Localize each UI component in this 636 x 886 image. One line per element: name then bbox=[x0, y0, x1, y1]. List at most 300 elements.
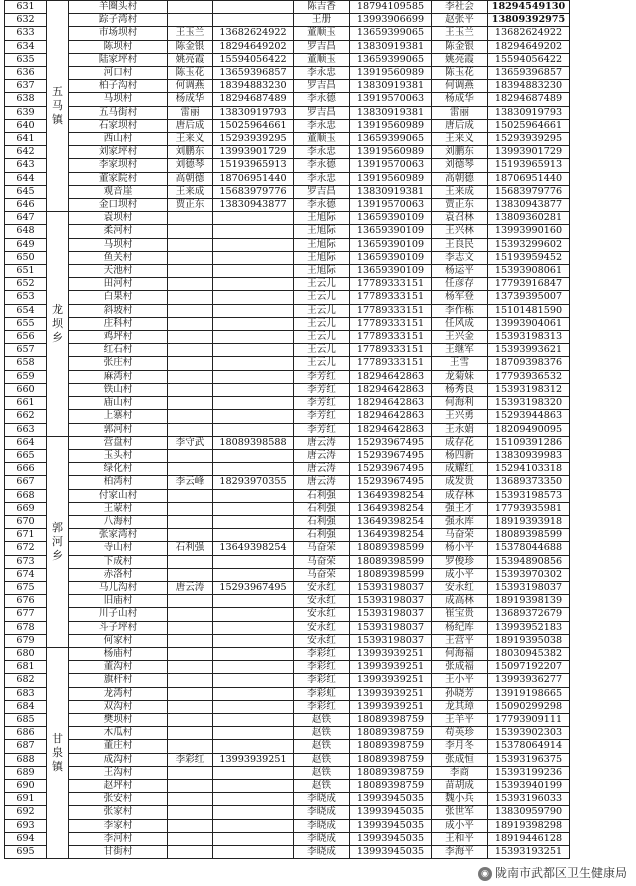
town-lead-name bbox=[168, 1, 213, 14]
table-row bbox=[5, 106, 570, 119]
village-lead-phone: 15394890856 bbox=[488, 555, 570, 568]
town-lead-phone bbox=[213, 370, 294, 383]
table-row bbox=[5, 199, 570, 212]
town-lead-name bbox=[168, 502, 213, 515]
town-lead-name bbox=[168, 489, 213, 502]
row-number: 687 bbox=[5, 740, 47, 753]
village-lead-name: 李月冬 bbox=[432, 740, 488, 753]
village-lead-name: 王良民 bbox=[432, 238, 488, 251]
village-name: 斜坡村 bbox=[69, 304, 168, 317]
town-lead-name bbox=[168, 806, 213, 819]
row-number: 680 bbox=[5, 647, 47, 660]
district-lead-name: 王旭际 bbox=[294, 251, 350, 264]
district-lead-phone: 18089398599 bbox=[350, 542, 432, 555]
village-lead-name: 杨秀良 bbox=[432, 383, 488, 396]
district-lead-name: 罗吉昌 bbox=[294, 40, 350, 53]
town-lead-phone bbox=[213, 397, 294, 410]
district-lead-name: 陈吉香 bbox=[294, 1, 350, 14]
town-lead-name bbox=[168, 265, 213, 278]
row-number: 654 bbox=[5, 304, 47, 317]
town-lead-name bbox=[168, 410, 213, 423]
table-row bbox=[5, 370, 570, 383]
village-lead-name: 王营平 bbox=[432, 634, 488, 647]
row-number: 677 bbox=[5, 608, 47, 621]
town-lead-phone: 15683979776 bbox=[213, 185, 294, 198]
row-number: 661 bbox=[5, 397, 47, 410]
table-row bbox=[5, 621, 570, 634]
village-lead-name: 成存林 bbox=[432, 489, 488, 502]
village-name: 斗子坪村 bbox=[69, 621, 168, 634]
row-number: 678 bbox=[5, 621, 47, 634]
village-lead-phone: 15109391286 bbox=[488, 436, 570, 449]
district-lead-name: 李永忠 bbox=[294, 172, 350, 185]
town-lead-name: 姚亮霞 bbox=[168, 53, 213, 66]
town-lead-phone bbox=[213, 674, 294, 687]
town-lead-phone bbox=[213, 251, 294, 264]
district-lead-phone: 13649398254 bbox=[350, 502, 432, 515]
district-lead-name: 王册 bbox=[294, 14, 350, 27]
village-lead-phone: 15101481590 bbox=[488, 304, 570, 317]
town-lead-phone: 13830919793 bbox=[213, 106, 294, 119]
district-lead-phone: 15293967495 bbox=[350, 436, 432, 449]
town-lead-name: 李彩红 bbox=[168, 753, 213, 766]
village-lead-phone: 15393199236 bbox=[488, 766, 570, 779]
village-lead-name: 杨成华 bbox=[432, 93, 488, 106]
village-name: 马儿沟村 bbox=[69, 581, 168, 594]
village-name: 王蒙村 bbox=[69, 502, 168, 515]
village-name: 天池村 bbox=[69, 265, 168, 278]
village-lead-phone: 15393198573 bbox=[488, 489, 570, 502]
district-lead-phone: 13993939251 bbox=[350, 700, 432, 713]
village-lead-phone: 15025964661 bbox=[488, 119, 570, 132]
table-row bbox=[5, 806, 570, 819]
table-row bbox=[5, 146, 570, 159]
row-number: 632 bbox=[5, 14, 47, 27]
village-lead-phone: 18919395038 bbox=[488, 634, 570, 647]
village-lead-name: 王羊平 bbox=[432, 713, 488, 726]
village-lead-name: 姚亮霞 bbox=[432, 53, 488, 66]
town-lead-name: 王玉兰 bbox=[168, 27, 213, 40]
district-lead-name: 王云儿 bbox=[294, 278, 350, 291]
district-lead-name: 安永红 bbox=[294, 595, 350, 608]
village-name: 市场坝村 bbox=[69, 27, 168, 40]
district-lead-name: 董顺玉 bbox=[294, 53, 350, 66]
district-lead-phone: 13830919381 bbox=[350, 185, 432, 198]
town-lead-phone bbox=[213, 647, 294, 660]
town-lead-phone bbox=[213, 608, 294, 621]
table-row bbox=[5, 119, 570, 132]
table-row bbox=[5, 634, 570, 647]
town-lead-phone bbox=[213, 291, 294, 304]
district-lead-phone: 15393198037 bbox=[350, 634, 432, 647]
town-lead-phone bbox=[213, 700, 294, 713]
town-name: 郭河乡 bbox=[47, 436, 69, 647]
village-name: 柏湾村 bbox=[69, 476, 168, 489]
village-name: 营盘村 bbox=[69, 436, 168, 449]
village-lead-phone: 18030945382 bbox=[488, 647, 570, 660]
village-name: 鸡坪村 bbox=[69, 331, 168, 344]
village-lead-phone: 15393299602 bbox=[488, 238, 570, 251]
row-number: 694 bbox=[5, 832, 47, 845]
town-lead-name bbox=[168, 251, 213, 264]
town-lead-name bbox=[168, 779, 213, 792]
town-lead-name bbox=[168, 621, 213, 634]
district-lead-name: 罗吉昌 bbox=[294, 185, 350, 198]
village-contact-table bbox=[4, 0, 570, 859]
town-lead-phone bbox=[213, 304, 294, 317]
table-row bbox=[5, 357, 570, 370]
table-row bbox=[5, 793, 570, 806]
district-lead-name: 李永忠 bbox=[294, 67, 350, 80]
village-lead-phone: 18919446128 bbox=[488, 832, 570, 845]
village-lead-name: 王兴勇 bbox=[432, 410, 488, 423]
row-number: 682 bbox=[5, 674, 47, 687]
town-lead-name bbox=[168, 291, 213, 304]
town-lead-name bbox=[168, 344, 213, 357]
district-lead-phone: 15393198037 bbox=[350, 581, 432, 594]
village-lead-phone: 18209490095 bbox=[488, 423, 570, 436]
town-lead-name bbox=[168, 819, 213, 832]
row-number: 681 bbox=[5, 661, 47, 674]
village-lead-name: 杨军登 bbox=[432, 291, 488, 304]
village-name: 庄科村 bbox=[69, 317, 168, 330]
village-lead-name: 成发贵 bbox=[432, 476, 488, 489]
village-lead-phone: 13993904061 bbox=[488, 317, 570, 330]
district-lead-name: 李芳红 bbox=[294, 397, 350, 410]
town-lead-phone bbox=[213, 713, 294, 726]
village-lead-name: 贾正东 bbox=[432, 199, 488, 212]
town-lead-phone: 13682624922 bbox=[213, 27, 294, 40]
village-lead-name: 强永库 bbox=[432, 515, 488, 528]
row-number: 643 bbox=[5, 159, 47, 172]
village-lead-phone: 13689372679 bbox=[488, 608, 570, 621]
district-lead-phone: 13649398254 bbox=[350, 529, 432, 542]
town-lead-name: 李守武 bbox=[168, 436, 213, 449]
village-lead-name: 王来成 bbox=[432, 185, 488, 198]
row-number: 648 bbox=[5, 225, 47, 238]
table-row bbox=[5, 595, 570, 608]
table-row bbox=[5, 93, 570, 106]
table-row bbox=[5, 661, 570, 674]
row-number: 639 bbox=[5, 106, 47, 119]
town-name: 五马镇 bbox=[47, 1, 69, 212]
table-row bbox=[5, 67, 570, 80]
village-lead-phone: 15193959452 bbox=[488, 251, 570, 264]
row-number: 638 bbox=[5, 93, 47, 106]
town-lead-phone bbox=[213, 317, 294, 330]
village-name: 红石村 bbox=[69, 344, 168, 357]
village-lead-phone: 13993990160 bbox=[488, 225, 570, 238]
table-row bbox=[5, 410, 570, 423]
village-lead-phone: 15393198312 bbox=[488, 383, 570, 396]
wechat-icon: ◉ bbox=[478, 867, 492, 881]
district-lead-name: 李晓成 bbox=[294, 846, 350, 859]
district-lead-phone: 18089398759 bbox=[350, 766, 432, 779]
village-name: 金口坝村 bbox=[69, 199, 168, 212]
row-number: 664 bbox=[5, 436, 47, 449]
town-lead-name bbox=[168, 238, 213, 251]
district-lead-name: 王云儿 bbox=[294, 317, 350, 330]
district-lead-phone: 13830919381 bbox=[350, 40, 432, 53]
town-lead-name bbox=[168, 846, 213, 859]
village-name: 鱼关村 bbox=[69, 251, 168, 264]
district-lead-phone: 15393198037 bbox=[350, 621, 432, 634]
village-lead-name: 杨小平 bbox=[432, 542, 488, 555]
village-lead-name: 张成恒 bbox=[432, 753, 488, 766]
row-number: 688 bbox=[5, 753, 47, 766]
row-number: 640 bbox=[5, 119, 47, 132]
row-number: 689 bbox=[5, 766, 47, 779]
row-number: 662 bbox=[5, 410, 47, 423]
row-number: 631 bbox=[5, 1, 47, 14]
town-lead-phone: 13649398254 bbox=[213, 542, 294, 555]
town-lead-name bbox=[168, 687, 213, 700]
district-lead-phone: 18089398759 bbox=[350, 727, 432, 740]
district-lead-name: 李永德 bbox=[294, 199, 350, 212]
village-lead-name: 孙晓芳 bbox=[432, 687, 488, 700]
table-row bbox=[5, 344, 570, 357]
village-lead-name: 成小平 bbox=[432, 568, 488, 581]
town-lead-name: 刘鹏东 bbox=[168, 146, 213, 159]
village-lead-phone: 18394883230 bbox=[488, 80, 570, 93]
district-lead-phone: 13993945035 bbox=[350, 806, 432, 819]
table-row bbox=[5, 238, 570, 251]
table-row bbox=[5, 53, 570, 66]
town-lead-phone: 18394883230 bbox=[213, 80, 294, 93]
village-lead-name: 王玉兰 bbox=[432, 27, 488, 40]
village-lead-name: 李志文 bbox=[432, 251, 488, 264]
town-lead-phone bbox=[213, 806, 294, 819]
village-name: 踪子湾村 bbox=[69, 14, 168, 27]
town-lead-name bbox=[168, 212, 213, 225]
table-row bbox=[5, 212, 570, 225]
village-lead-phone: 15393193251 bbox=[488, 846, 570, 859]
village-lead-phone: 13993936277 bbox=[488, 674, 570, 687]
village-name: 马坝村 bbox=[69, 238, 168, 251]
district-lead-phone: 15293967495 bbox=[350, 449, 432, 462]
village-lead-phone: 17793916847 bbox=[488, 278, 570, 291]
village-lead-phone: 15293944863 bbox=[488, 410, 570, 423]
village-lead-phone: 18294649202 bbox=[488, 40, 570, 53]
village-lead-name: 唐后成 bbox=[432, 119, 488, 132]
table-row bbox=[5, 463, 570, 476]
district-lead-name: 王云儿 bbox=[294, 331, 350, 344]
district-lead-phone: 15393198037 bbox=[350, 608, 432, 621]
district-lead-phone: 13659390109 bbox=[350, 238, 432, 251]
table-row bbox=[5, 846, 570, 859]
town-lead-name bbox=[168, 463, 213, 476]
village-lead-name: 刘德琴 bbox=[432, 159, 488, 172]
district-lead-name: 李永忠 bbox=[294, 119, 350, 132]
village-name: 李河村 bbox=[69, 832, 168, 845]
village-lead-phone: 18294687489 bbox=[488, 93, 570, 106]
row-number: 690 bbox=[5, 779, 47, 792]
row-number: 656 bbox=[5, 331, 47, 344]
village-lead-phone: 13809392975 bbox=[488, 14, 570, 27]
village-lead-phone: 18089398599 bbox=[488, 529, 570, 542]
table-row bbox=[5, 225, 570, 238]
village-name: 川子山村 bbox=[69, 608, 168, 621]
row-number: 685 bbox=[5, 713, 47, 726]
table-row bbox=[5, 291, 570, 304]
village-lead-name: 刘鹏东 bbox=[432, 146, 488, 159]
district-lead-phone: 13993939251 bbox=[350, 647, 432, 660]
row-number: 636 bbox=[5, 67, 47, 80]
village-name: 刘家坪村 bbox=[69, 146, 168, 159]
district-lead-name: 李芳红 bbox=[294, 410, 350, 423]
town-lead-name bbox=[168, 357, 213, 370]
row-number: 686 bbox=[5, 727, 47, 740]
row-number: 668 bbox=[5, 489, 47, 502]
village-name: 旗杆村 bbox=[69, 674, 168, 687]
row-number: 695 bbox=[5, 846, 47, 859]
village-lead-name: 任彦存 bbox=[432, 278, 488, 291]
village-lead-phone: 15393198313 bbox=[488, 331, 570, 344]
town-lead-name bbox=[168, 449, 213, 462]
town-lead-name bbox=[168, 700, 213, 713]
table-row bbox=[5, 185, 570, 198]
town-lead-name bbox=[168, 515, 213, 528]
district-lead-name: 赵铁 bbox=[294, 779, 350, 792]
row-number: 683 bbox=[5, 687, 47, 700]
town-lead-name: 石利强 bbox=[168, 542, 213, 555]
district-lead-phone: 13649398254 bbox=[350, 489, 432, 502]
town-lead-name bbox=[168, 634, 213, 647]
village-lead-name: 安永红 bbox=[432, 581, 488, 594]
district-lead-name: 王云儿 bbox=[294, 344, 350, 357]
district-lead-phone: 13993939251 bbox=[350, 687, 432, 700]
district-lead-phone: 17789333151 bbox=[350, 278, 432, 291]
village-lead-phone: 18709398376 bbox=[488, 357, 570, 370]
row-number: 673 bbox=[5, 555, 47, 568]
table-row bbox=[5, 265, 570, 278]
town-lead-phone bbox=[213, 555, 294, 568]
town-lead-phone: 15293967495 bbox=[213, 581, 294, 594]
row-number: 646 bbox=[5, 199, 47, 212]
town-lead-phone bbox=[213, 502, 294, 515]
row-number: 693 bbox=[5, 819, 47, 832]
town-lead-phone: 15193965913 bbox=[213, 159, 294, 172]
district-lead-name: 赵铁 bbox=[294, 740, 350, 753]
district-lead-phone: 13919570063 bbox=[350, 199, 432, 212]
village-name: 寺山村 bbox=[69, 542, 168, 555]
village-name: 五马街村 bbox=[69, 106, 168, 119]
village-lead-phone: 15393940199 bbox=[488, 779, 570, 792]
town-lead-name bbox=[168, 397, 213, 410]
village-name: 羊圈头村 bbox=[69, 1, 168, 14]
town-lead-phone: 15293939295 bbox=[213, 133, 294, 146]
village-lead-name: 王雪 bbox=[432, 357, 488, 370]
town-lead-phone bbox=[213, 661, 294, 674]
town-lead-name bbox=[168, 793, 213, 806]
village-lead-name: 赵张平 bbox=[432, 14, 488, 27]
table-row bbox=[5, 251, 570, 264]
district-lead-phone: 17789333151 bbox=[350, 344, 432, 357]
table-row bbox=[5, 727, 570, 740]
village-lead-phone: 15393908061 bbox=[488, 265, 570, 278]
table-row bbox=[5, 647, 570, 660]
village-lead-phone: 15378064914 bbox=[488, 740, 570, 753]
village-name: 八海村 bbox=[69, 515, 168, 528]
district-lead-name: 董顺玉 bbox=[294, 27, 350, 40]
town-lead-name bbox=[168, 727, 213, 740]
town-lead-name bbox=[168, 647, 213, 660]
district-lead-name: 李彩虹 bbox=[294, 687, 350, 700]
village-name: 成沟村 bbox=[69, 753, 168, 766]
village-name: 西山村 bbox=[69, 133, 168, 146]
town-lead-phone bbox=[213, 14, 294, 27]
village-lead-name: 王永娟 bbox=[432, 423, 488, 436]
table-row bbox=[5, 832, 570, 845]
village-name: 上寨村 bbox=[69, 410, 168, 423]
village-lead-phone: 13993952183 bbox=[488, 621, 570, 634]
town-lead-phone: 15025964661 bbox=[213, 119, 294, 132]
village-lead-name: 何海利 bbox=[432, 397, 488, 410]
village-name: 陆家坪村 bbox=[69, 53, 168, 66]
village-lead-phone: 18919398298 bbox=[488, 819, 570, 832]
village-lead-name: 强王才 bbox=[432, 502, 488, 515]
row-number: 647 bbox=[5, 212, 47, 225]
district-lead-name: 李晓成 bbox=[294, 806, 350, 819]
district-lead-phone: 18294642863 bbox=[350, 370, 432, 383]
row-number: 671 bbox=[5, 529, 47, 542]
town-lead-name: 陈玉花 bbox=[168, 67, 213, 80]
table-row bbox=[5, 555, 570, 568]
town-lead-name bbox=[168, 331, 213, 344]
village-lead-phone: 15393198320 bbox=[488, 397, 570, 410]
district-lead-name: 李永忠 bbox=[294, 146, 350, 159]
table-row bbox=[5, 529, 570, 542]
table-row bbox=[5, 489, 570, 502]
village-lead-name: 张成福 bbox=[432, 661, 488, 674]
district-lead-phone: 18294642863 bbox=[350, 383, 432, 396]
district-lead-name: 安永红 bbox=[294, 621, 350, 634]
table-row bbox=[5, 133, 570, 146]
table-row bbox=[5, 436, 570, 449]
district-lead-phone: 13919560989 bbox=[350, 119, 432, 132]
table-row bbox=[5, 304, 570, 317]
village-name: 何家村 bbox=[69, 634, 168, 647]
district-lead-name: 石利强 bbox=[294, 515, 350, 528]
district-lead-phone: 13993945035 bbox=[350, 846, 432, 859]
town-lead-name bbox=[168, 304, 213, 317]
village-name: 田河村 bbox=[69, 278, 168, 291]
district-lead-phone: 17789333151 bbox=[350, 331, 432, 344]
village-lead-phone: 13830919793 bbox=[488, 106, 570, 119]
district-lead-phone: 13993939251 bbox=[350, 674, 432, 687]
town-lead-name bbox=[168, 713, 213, 726]
village-lead-name: 何调燕 bbox=[432, 80, 488, 93]
village-name: 董沟村 bbox=[69, 661, 168, 674]
town-lead-phone bbox=[213, 449, 294, 462]
village-lead-name: 成耀红 bbox=[432, 463, 488, 476]
village-lead-name: 王来义 bbox=[432, 133, 488, 146]
village-name: 旧庙村 bbox=[69, 595, 168, 608]
row-number: 675 bbox=[5, 581, 47, 594]
town-lead-phone bbox=[213, 687, 294, 700]
table-row bbox=[5, 383, 570, 396]
village-name: 杨庙村 bbox=[69, 647, 168, 660]
district-lead-phone: 13649398254 bbox=[350, 515, 432, 528]
town-lead-name bbox=[168, 661, 213, 674]
district-lead-name: 唐云涛 bbox=[294, 436, 350, 449]
district-lead-name: 李彩红 bbox=[294, 661, 350, 674]
table-row bbox=[5, 700, 570, 713]
district-lead-phone: 15293967495 bbox=[350, 476, 432, 489]
town-lead-name bbox=[168, 832, 213, 845]
town-lead-name bbox=[168, 225, 213, 238]
district-lead-name: 赵铁 bbox=[294, 713, 350, 726]
